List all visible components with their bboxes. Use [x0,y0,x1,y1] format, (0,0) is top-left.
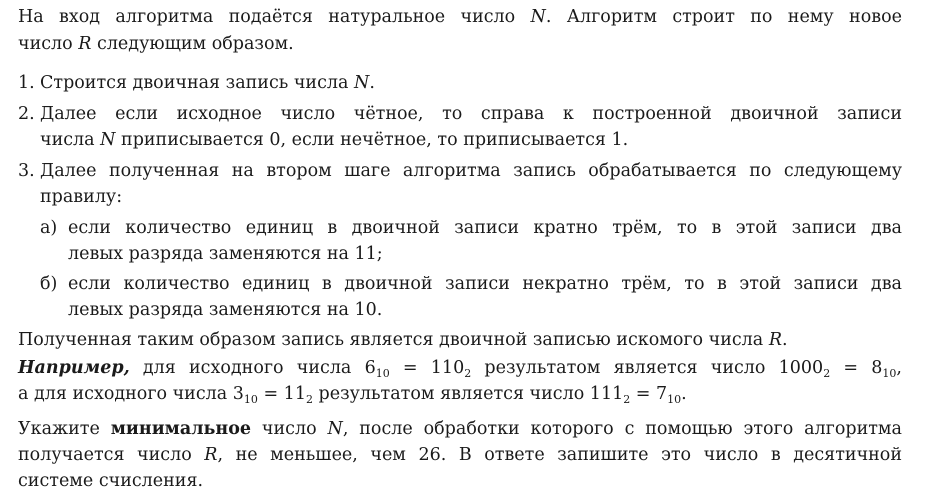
subitem-label: а) [40,218,58,238]
subscript: 10 [243,393,258,406]
task-line-3: системе счисления. [18,471,204,491]
var-r: R [78,34,92,54]
var-r: R [768,330,782,350]
step-3-line-2: правилу: [40,187,123,207]
example-text: = 8 [830,358,883,378]
step-text: приписывается 0, если нечётное, то приписывается 1. [115,130,629,150]
step-text: . [369,73,375,93]
task-emphasis: минимальное [110,419,252,439]
example-text: = 110 [389,358,465,378]
result-line [18,327,788,353]
task-line-2 [18,442,902,468]
example-text: . [681,384,687,404]
step-1-text [40,70,375,96]
result-text: . [782,330,788,350]
subscript: 2 [305,393,313,406]
subscript: 2 [823,367,831,380]
step-number: 2. [18,104,35,124]
var-n: N [354,73,370,93]
intro-text: . Алгоритм строит по нему новое [545,7,902,27]
example-line-2 [18,381,687,407]
example-text: а для исходного числа 3 [18,384,244,404]
example-text: , [896,358,902,378]
example-lead: Например, [18,358,130,378]
example-text: = 11 [257,384,306,404]
step-text: Строится двоичная запись числа [40,73,355,93]
subscript: 10 [375,367,390,380]
result-text: Полученная таким образом запись является двоичной записью искомого числа [18,330,769,350]
step-number: 3. [18,161,35,181]
subitem-b-line-2: левых разряда заменяются на 10. [68,300,383,320]
var-n: N [327,419,343,439]
intro-text: число [18,34,79,54]
subitem-a-line-2: левых разряда заменяются на 11; [68,244,383,264]
task-line-1 [18,416,902,442]
intro-text: следующим образом. [91,34,294,54]
intro-text: На вход алгоритма подаётся натуральное число [18,7,531,27]
example-text: результатом является число 111 [312,384,624,404]
task-text: , не меньшее, чем 26. В ответе запишите это число в десятичной [217,445,903,465]
step-2-line-2 [40,127,628,153]
intro-line-1 [18,4,902,30]
var-n: N [100,130,116,150]
step-number: 1. [18,73,35,93]
example-line-1 [18,355,902,381]
task-text: Укажите [18,419,111,439]
var-r: R [204,445,218,465]
subscript: 10 [667,393,682,406]
example-text: = 7 [630,384,668,404]
example-text: для исходного числа 6 [129,358,376,378]
step-text: числа [40,130,101,150]
intro-line-2 [18,31,294,57]
step-3-line-1: Далее полученная на втором шаге алгоритма запись обрабатывается по следующему [40,161,902,181]
var-n: N [530,7,546,27]
subitem-label: б) [40,274,58,294]
subscript: 2 [464,367,472,380]
subitem-a-line-1: если количество единиц в двоичной записи кратно трём, то в этой записи два [68,218,902,238]
subitem-b-line-1: если количество единиц в двоичной записи некратно трём, то в этой записи два [68,274,902,294]
task-text: число [251,419,328,439]
task-text: получается число [18,445,205,465]
step-2-line-1: Далее если исходное число чётное, то справа к построенной двоичной записи [40,104,902,124]
subscript: 10 [882,367,897,380]
subscript: 2 [623,393,631,406]
task-text: , после обработки которого с помощью этого алгоритма [342,419,902,439]
example-text: результатом является число 1000 [471,358,824,378]
